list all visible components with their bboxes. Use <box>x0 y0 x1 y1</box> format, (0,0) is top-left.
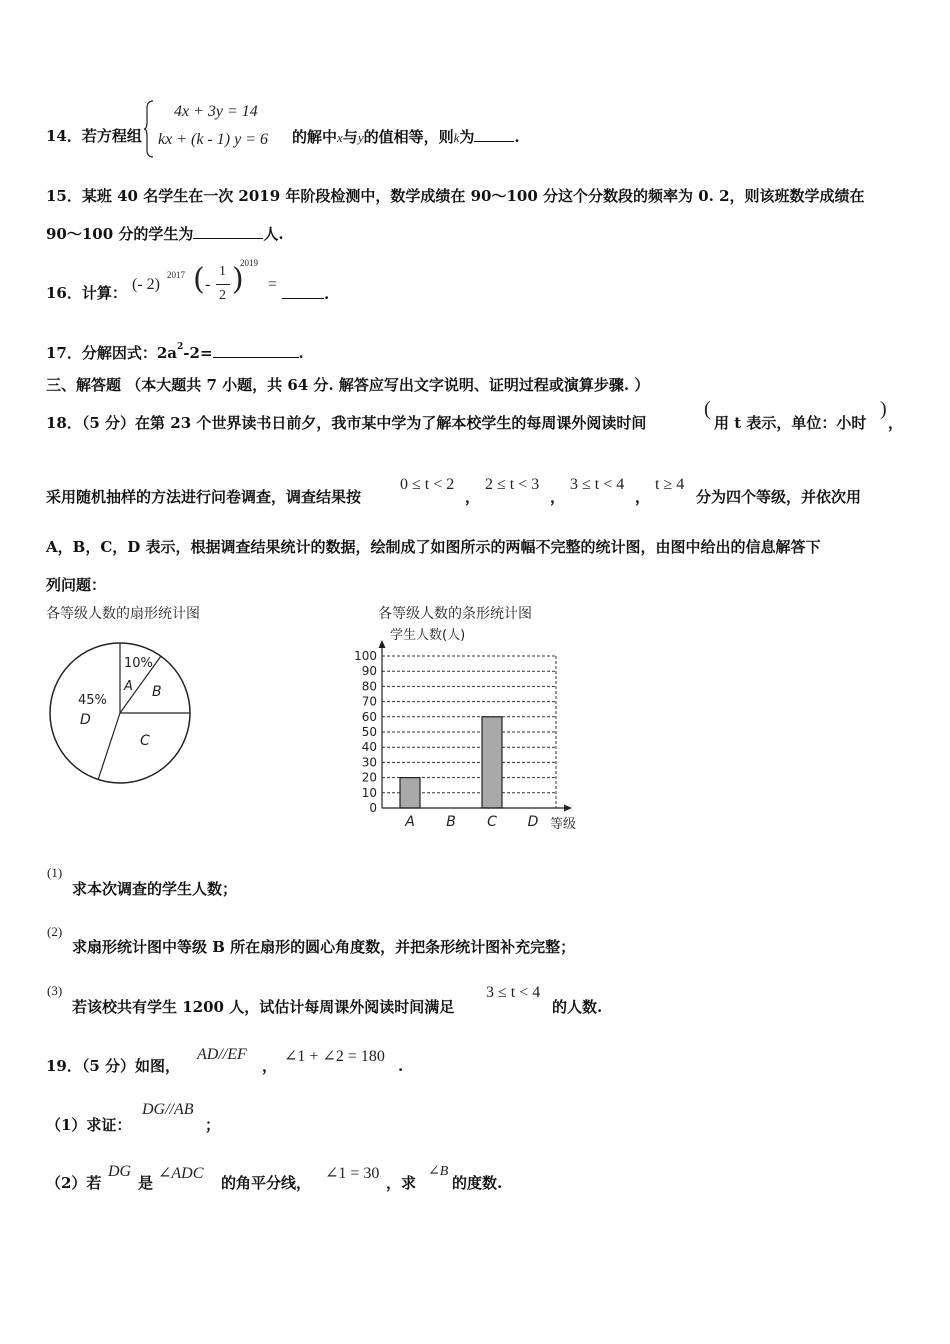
q14-mid: 的解中 <box>292 128 338 146</box>
q18-sub2-number: (2) <box>47 924 63 939</box>
q14-equation-1: 4x + 3y = 14 <box>174 103 258 120</box>
q19-cond-1: AD//EF <box>197 1046 247 1063</box>
bar-ytick-label: 100 <box>354 649 377 663</box>
q18-line-4: 列问题： <box>46 576 107 594</box>
section-3-heading: 三、解答题 （本大题共 7 小题，共 64 分. 解答应写出文字说明、证明过程或演算步骤. ） <box>46 376 650 394</box>
pie-label-b: B <box>152 684 162 700</box>
q14-tail: 为 <box>459 128 475 146</box>
q17-superscript: 2 <box>177 342 184 352</box>
y-axis-arrow-icon <box>379 640 386 648</box>
pie-label-pct-d: 45% <box>78 693 107 708</box>
q18-range-2: 2 ≤ t < 3 <box>485 476 540 493</box>
q16-left-paren: ( <box>193 262 205 297</box>
q17-end: . <box>298 344 304 362</box>
q18-sub3-number: (3) <box>47 983 63 998</box>
bar-C <box>482 717 502 808</box>
pie-chart-title: 各等级人数的扇形统计图 <box>46 606 200 622</box>
q18-comma-2: ， <box>550 488 566 506</box>
q18-sub2: 求扇形统计图中等级 B 所在扇形的圆心角度数，并把条形统计图补充完整； <box>72 938 576 956</box>
q18-line-1c: ， <box>888 414 904 432</box>
q16-equals: = <box>268 276 278 293</box>
q19-part1-end: ； <box>205 1116 221 1134</box>
q19-part2-cond: ∠1 = 30 <box>325 1165 380 1182</box>
q15-answer-blank[interactable] <box>193 223 263 239</box>
q19-part2-mid2: ，求 <box>386 1174 417 1192</box>
pie-divider-c-d <box>98 713 120 780</box>
q14-brace <box>144 100 154 158</box>
bar-ytick-label: 20 <box>361 770 377 785</box>
q18-range-1: 0 ≤ t < 2 <box>400 476 455 493</box>
q16-frac-den: 2 <box>219 288 226 303</box>
q19-cond-2: ∠1 + ∠2 = 180 <box>284 1048 385 1065</box>
q18-line-3: A，B，C，D 表示，根据调查结果统计的数据，绘制成了如图所示的两幅不完整的统计图，由图中给出的信息解答下 <box>46 538 821 556</box>
q19-part1-expr: DG//AB <box>142 1101 194 1118</box>
q14-equation-2: kx + (k - 1) y = 6 <box>158 131 268 148</box>
q15-tail: 人. <box>263 225 284 243</box>
q18-comma-1: ， <box>465 488 481 506</box>
q14-var-k: k <box>453 130 460 145</box>
q18-range-4: t ≥ 4 <box>655 476 685 493</box>
q19-part2-dg: DG <box>108 1163 132 1180</box>
q19-part2-is: 是 <box>138 1174 154 1192</box>
q17-line <box>46 342 304 366</box>
q18-range-3: 3 ≤ t < 4 <box>570 476 625 493</box>
q15-line-2 <box>46 223 284 244</box>
bar-chart <box>340 622 600 840</box>
q16-exponent-2: 2019 <box>240 258 258 268</box>
q19-part2-b: ∠B <box>428 1164 449 1179</box>
q16-label: 16．计算： <box>46 284 127 302</box>
q16-answer-blank[interactable] <box>282 283 324 299</box>
bar-xtick-label-A: A <box>405 814 415 830</box>
q19-end: . <box>398 1057 404 1075</box>
q18-line-2b: 分为四个等级，并依次用 <box>696 488 862 506</box>
q16-end: . <box>324 285 330 303</box>
q16-frac-bar <box>216 284 230 285</box>
bar-xtick-label-C: C <box>487 814 497 830</box>
q19-label: 19．（5 分）如图， <box>46 1057 181 1075</box>
bar-ytick-label: 10 <box>361 785 377 800</box>
q17-label: 17．分解因式：2a <box>46 344 178 362</box>
bar-xtick-label-B: B <box>446 814 456 830</box>
bar-ytick-label: 90 <box>361 664 377 679</box>
bar-A <box>400 778 420 808</box>
bar-ytick-label: 60 <box>361 709 377 724</box>
q16-base: (- 2) <box>132 276 160 293</box>
q19-part1-label: （1）求证： <box>46 1116 132 1134</box>
q16-right-paren: ) <box>232 262 244 297</box>
q17-answer-blank[interactable] <box>213 342 299 358</box>
pie-chart <box>44 640 200 790</box>
q19-comma: ， <box>262 1057 278 1075</box>
q18-comma-3: ， <box>635 488 651 506</box>
q19-part2-mid: 的角平分线， <box>221 1174 312 1192</box>
q14-mid2: 的值相等，则 <box>363 128 454 146</box>
q14-and: 与 <box>342 128 358 146</box>
x-axis-arrow-icon <box>564 805 572 812</box>
bar-ytick-label: 70 <box>361 694 377 709</box>
q18-sub3-range: 3 ≤ t < 4 <box>486 984 541 1001</box>
q14-label: 14．若方程组 <box>46 127 142 145</box>
q18-sub3b: 的人数. <box>552 998 603 1016</box>
bar-ytick-label: 40 <box>361 740 377 755</box>
bar-ytick-label: 50 <box>361 725 377 739</box>
bar-chart-title: 各等级人数的条形统计图 <box>378 606 532 622</box>
q14-var-x: x <box>337 130 343 145</box>
q15-line-1: 15．某班 40 名学生在一次 2019 年阶段检测中，数学成绩在 90～100 分这个分数段的频率为 0. 2，则该班数学成绩在 <box>46 187 865 205</box>
q15-line-2-text: 90～100 分的学生为 <box>46 225 194 243</box>
pie-label-c: C <box>140 733 150 749</box>
q19-part2-end: 的度数. <box>452 1174 503 1192</box>
q16-frac-sign: - <box>205 276 211 293</box>
q16-exponent-1: 2017 <box>167 270 185 280</box>
pie-label-d: D <box>80 712 91 728</box>
q14-answer-blank[interactable] <box>474 126 514 142</box>
q18-paren-open: ( <box>704 398 711 420</box>
q18-line-1b: 用 t 表示，单位：小时 <box>714 414 867 432</box>
q16-answer <box>282 283 329 304</box>
q18-line-1: 18．（5 分）在第 23 个世界读书日前夕，我市某中学为了解本校学生的每周课外阅读时间 <box>46 414 647 432</box>
pie-label-a: A <box>124 679 133 694</box>
q14-var-y: y <box>357 130 364 145</box>
bar-ytick-label: 80 <box>361 679 377 694</box>
bar-xtick-label-D: D <box>527 814 539 830</box>
q14-end: . <box>514 128 520 146</box>
q18-sub3a: 若该校共有学生 1200 人，试估计每周课外阅读时间满足 <box>72 998 455 1016</box>
q19-part2-label: （2）若 <box>46 1174 102 1192</box>
q14-text <box>292 126 520 148</box>
q17-rest: -2= <box>183 344 213 362</box>
q18-line-2a: 采用随机抽样的方法进行问卷调查，调查结果按 <box>46 488 362 506</box>
pie-label-pct-a: 10% <box>124 656 153 671</box>
bar-ytick-label: 0 <box>369 801 377 815</box>
bar-chart-xlabel: 等级 <box>550 817 577 832</box>
q18-paren-close: ) <box>880 398 887 420</box>
bar-chart-ylabel: 学生人数(人) <box>390 628 466 643</box>
q18-sub1: 求本次调查的学生人数； <box>72 880 238 898</box>
q16-frac-num: 1 <box>219 264 226 279</box>
q18-sub1-number: (1) <box>47 865 63 880</box>
q19-part2-angle: ∠ADC <box>158 1165 204 1182</box>
left-brace-icon <box>144 100 154 158</box>
bar-ytick-label: 30 <box>361 755 377 770</box>
